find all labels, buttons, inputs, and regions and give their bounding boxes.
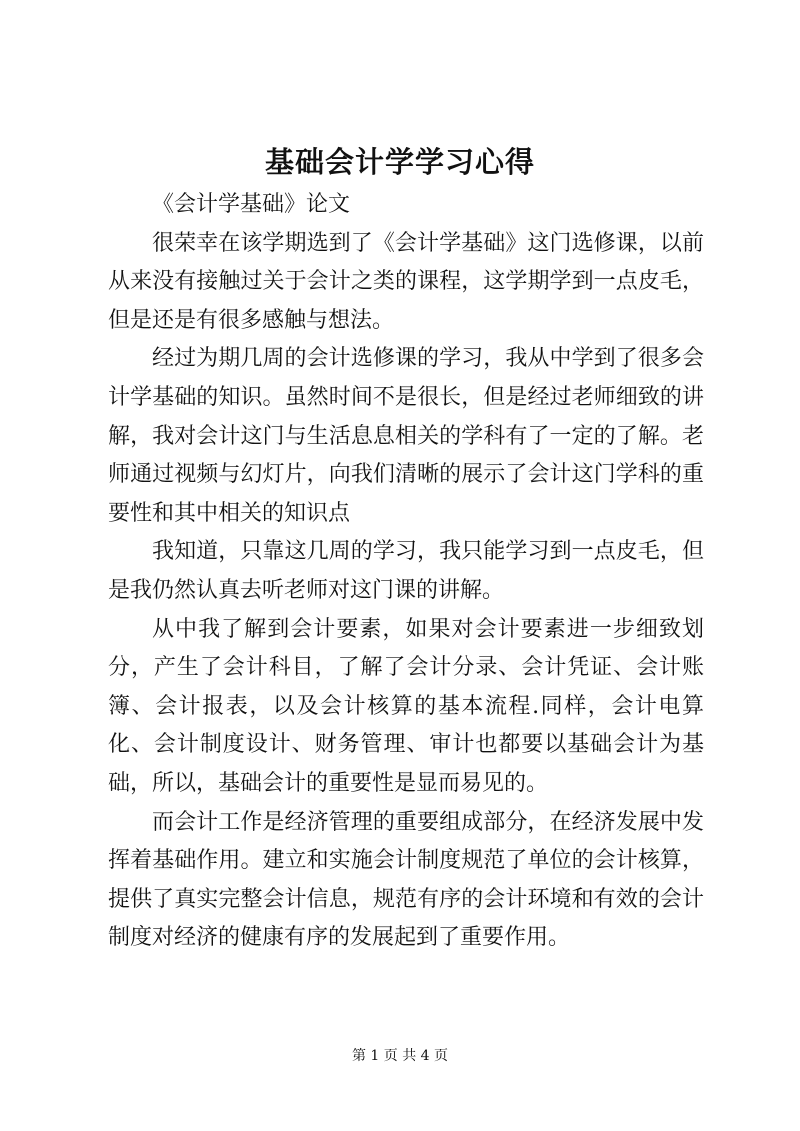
- paragraph-elements: 从中我了解到会计要素，如果对会计要素进一步细致划分，产生了会计科目，了解了会计分录、会计凭证、会计账簿、会计报表，以及会计核算的基本流程.同样，会计电算化、会计制度设计、财务管理、审计也都要以基础会计为基础，所以，基础会计的重要性是显而易见的。: [108, 616, 704, 796]
- paragraph-subtitle: 《会计学基础》论文: [152, 192, 351, 217]
- document-title: 基础会计学学习心得: [264, 145, 535, 179]
- paragraph-importance: 而会计工作是经济管理的重要组成部分，在经济发展中发挥着基础作用。建立和实施会计制度规范了单位的会计核算，提供了真实完整会计信息，规范有序的会计环境和有效的会计制度对经济的健康有序的发展起到了重要作用。: [108, 809, 704, 951]
- paragraph-attitude: 我知道，只靠这几周的学习，我只能学习到一点皮毛，但是我仍然认真去听老师对这门课的讲解。: [108, 539, 704, 603]
- paragraph-intro: 很荣幸在该学期选到了《会计学基础》这门选修课，以前从来没有接触过关于会计之类的课程，这学期学到一点皮毛，但是还是有很多感触与想法。: [108, 230, 704, 333]
- paragraph-learning: 经过为期几周的会计选修课的学习，我从中学到了很多会计学基础的知识。虽然时间不是很长，但是经过老师细致的讲解，我对会计这门与生活息息相关的学科有了一定的了解。老师通过视频与幻灯片，向我们清晰的展示了会计这门学科的重要性和其中相关的知识点: [108, 346, 704, 526]
- page-number-footer: 第 1 页 共 4 页: [351, 1048, 449, 1064]
- document-body: [108, 186, 704, 958]
